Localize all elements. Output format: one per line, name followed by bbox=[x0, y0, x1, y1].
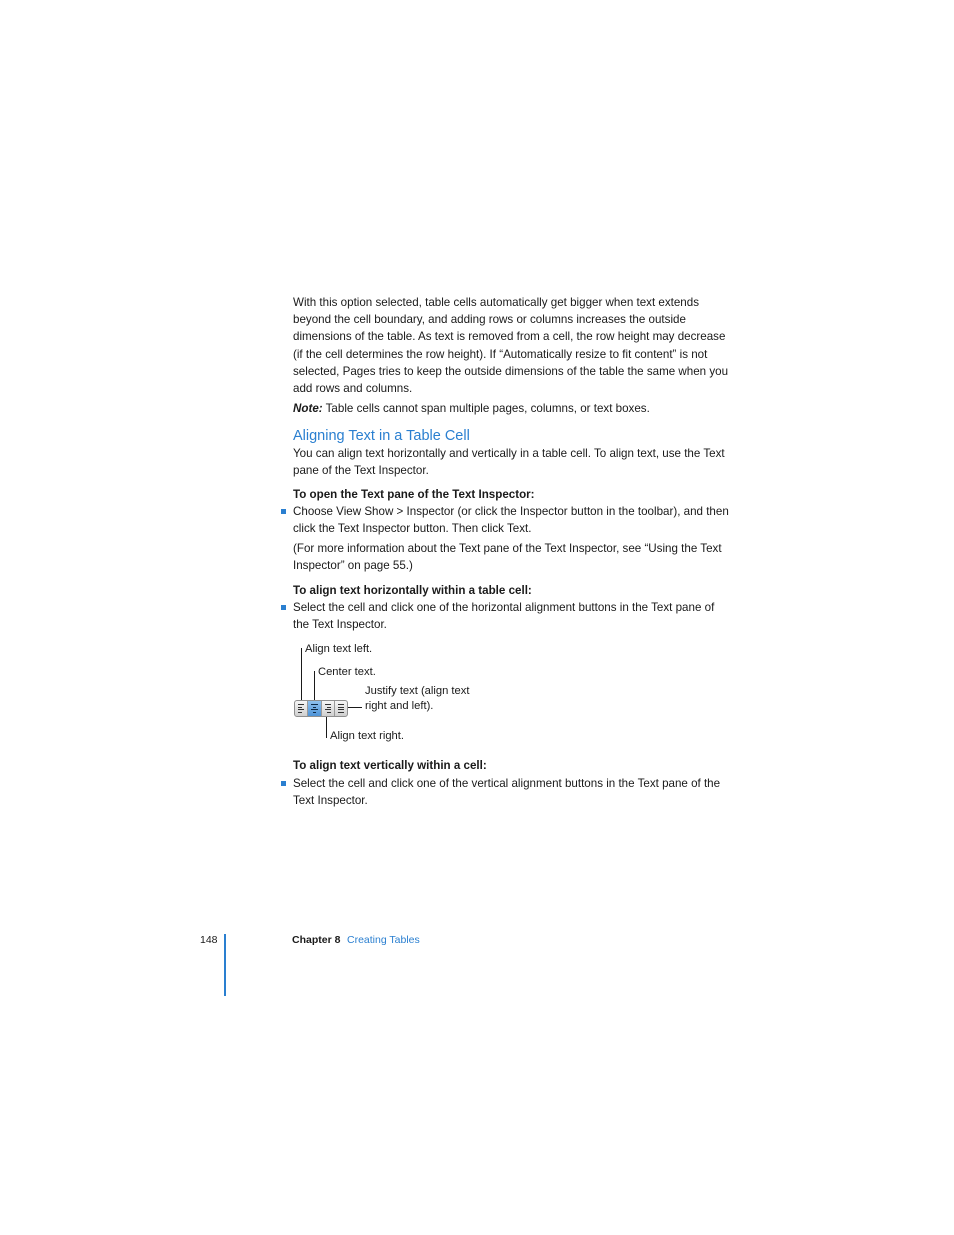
footer-chapter: Chapter 8 bbox=[292, 934, 341, 946]
align-left-button[interactable] bbox=[295, 701, 308, 716]
bullet-marker bbox=[281, 781, 286, 786]
horizontal-alignment-control bbox=[294, 700, 348, 717]
callout-line-center bbox=[314, 671, 315, 700]
align-right-icon bbox=[325, 704, 331, 705]
callout-line-left bbox=[301, 648, 302, 700]
callout-line-justify bbox=[346, 707, 362, 708]
bullet-marker bbox=[281, 605, 286, 610]
section-heading: Aligning Text in a Table Cell bbox=[293, 428, 470, 444]
page-number: 148 bbox=[200, 934, 218, 946]
align-right-button[interactable] bbox=[322, 701, 335, 716]
task-open-text-pane-more-info: (For more information about the Text pane of the Text Inspector, see “Using the Text Inspector” on page 55.) bbox=[293, 542, 722, 573]
callout-justify-line2: right and left). bbox=[365, 700, 434, 712]
callout-line-right bbox=[326, 716, 327, 738]
section-intro: You can align text horizontally and vertically in a table cell. To align text, use the Text pane of the Text Inspector. bbox=[293, 447, 725, 478]
task-open-text-pane-step: Choose View Show > Inspector (or click the Inspector button in the toolbar), and then click the Text Inspector button. Then click Text. bbox=[293, 505, 729, 536]
intro-paragraph: With this option selected, table cells automatically get bigger when text extends beyond the cell boundary, and adding rows or columns increases the outside dimensions of the table. As text is removed from a cell, the row height may decrease (if the cell determines the row height). If “Automatically resize to fit content” is not selected, Pages tries to keep the outside dimensions of the table the same when you add rows and columns. bbox=[293, 296, 729, 396]
bullet-marker bbox=[281, 509, 286, 514]
align-center-button[interactable] bbox=[308, 701, 321, 716]
task-open-text-pane-title: To open the Text pane of the Text Inspector: bbox=[293, 488, 535, 501]
note-label: Note: bbox=[293, 402, 323, 415]
footer-rule bbox=[224, 934, 226, 996]
align-center-icon bbox=[311, 704, 317, 705]
callout-center: Center text. bbox=[318, 666, 376, 678]
note-text: Table cells cannot span multiple pages, columns, or text boxes. bbox=[322, 402, 650, 415]
task-align-vertical-title: To align text vertically within a cell: bbox=[293, 759, 487, 772]
callout-align-right: Align text right. bbox=[330, 730, 404, 742]
align-left-icon bbox=[298, 704, 304, 705]
justify-icon bbox=[338, 704, 344, 705]
justify-button[interactable] bbox=[335, 701, 347, 716]
callout-align-left: Align text left. bbox=[305, 643, 373, 655]
task-align-vertical-step: Select the cell and click one of the vertical alignment buttons in the Text pane of the Text Inspector. bbox=[293, 777, 721, 808]
footer-chapter-title: Creating Tables bbox=[347, 934, 420, 946]
task-align-horizontal-step: Select the cell and click one of the horizontal alignment buttons in the Text pane of the Text Inspector. bbox=[293, 601, 715, 632]
task-align-horizontal-title: To align text horizontally within a table cell: bbox=[293, 584, 532, 597]
note-paragraph bbox=[293, 400, 733, 417]
callout-justify-line1: Justify text (align text bbox=[365, 685, 470, 697]
